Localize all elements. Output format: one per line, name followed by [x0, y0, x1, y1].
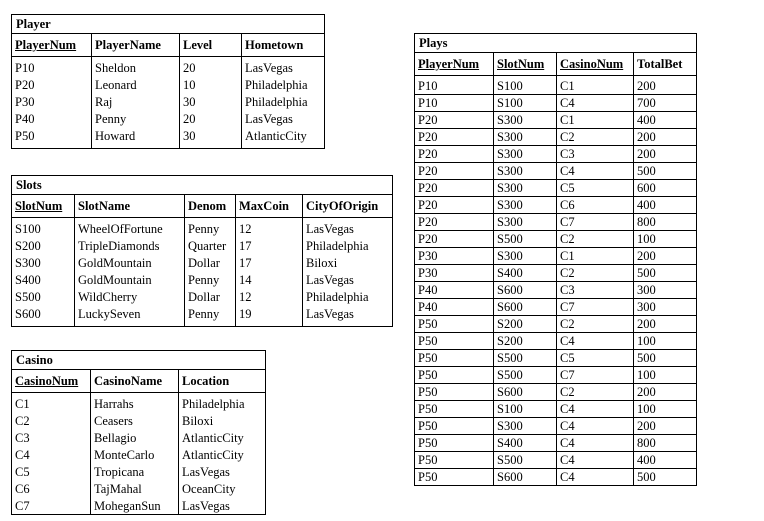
- table-cell: C4: [557, 333, 634, 350]
- table-cell: LuckySeven: [75, 305, 185, 322]
- table-cell: Leonard: [92, 76, 180, 93]
- table-cell: Raj: [92, 93, 180, 110]
- table-cell: S300: [494, 112, 557, 129]
- table-cell: 10: [180, 76, 242, 93]
- table-cell: 600: [634, 180, 697, 197]
- table-cell: P10: [415, 76, 494, 95]
- column-header: CasinoNum: [557, 53, 634, 76]
- table-cell: S500: [494, 350, 557, 367]
- table-cell: P20: [415, 214, 494, 231]
- table-cell: C1: [557, 112, 634, 129]
- table-cell: MonteCarlo: [91, 446, 179, 463]
- table-cell: 400: [634, 452, 697, 469]
- table-cell: P50: [415, 333, 494, 350]
- table-cell: Sheldon: [92, 57, 180, 77]
- table-cell: C4: [557, 163, 634, 180]
- table-cell: C5: [557, 180, 634, 197]
- column-header: PlayerName: [92, 34, 180, 57]
- table-bottom-padding: [12, 322, 393, 327]
- table-cell: Biloxi: [303, 254, 393, 271]
- table-row: [415, 469, 697, 486]
- table-cell: P50: [415, 469, 494, 486]
- table-cell: 400: [634, 112, 697, 129]
- table-cell: C4: [557, 401, 634, 418]
- header-row: [12, 34, 325, 57]
- table-cell: S300: [494, 180, 557, 197]
- table-cell: LasVegas: [303, 218, 393, 238]
- table-cell: S300: [12, 254, 75, 271]
- table-cell: TripleDiamonds: [75, 237, 185, 254]
- table-cell: C1: [12, 393, 91, 413]
- table-cell: 200: [634, 146, 697, 163]
- table-cell: S600: [494, 384, 557, 401]
- table-cell: 100: [634, 333, 697, 350]
- table-cell: P50: [415, 384, 494, 401]
- table-cell: 12: [236, 288, 303, 305]
- table-cell: Penny: [185, 305, 236, 322]
- table-row: [415, 76, 697, 95]
- table-row: [415, 452, 697, 469]
- table-cell: Quarter: [185, 237, 236, 254]
- table-cell: LasVegas: [303, 271, 393, 288]
- table-cell: P50: [415, 418, 494, 435]
- column-header: TotalBet: [634, 53, 697, 76]
- table-cell: GoldMountain: [75, 254, 185, 271]
- table-cell: P50: [415, 350, 494, 367]
- table-cell: C7: [557, 299, 634, 316]
- table-row: [12, 446, 266, 463]
- table-cell: OceanCity: [179, 480, 266, 497]
- column-header: PlayerNum: [415, 53, 494, 76]
- table-bottom-padding: [12, 144, 325, 149]
- table-cell: S100: [494, 76, 557, 95]
- table-cell: P10: [12, 57, 92, 77]
- table-cell: P20: [415, 231, 494, 248]
- column-header: Location: [179, 370, 266, 393]
- table-cell: C4: [557, 435, 634, 452]
- table-cell: LasVegas: [242, 110, 325, 127]
- table-cell: P50: [415, 435, 494, 452]
- table-cell: S200: [494, 316, 557, 333]
- table-cell: Dollar: [185, 288, 236, 305]
- table-cell: Philadelphia: [242, 93, 325, 110]
- table-cell: P20: [415, 180, 494, 197]
- casino-table: [11, 350, 266, 515]
- table-cell: S300: [494, 197, 557, 214]
- table-cell: C6: [12, 480, 91, 497]
- table-row: [12, 76, 325, 93]
- table-cell: 100: [634, 231, 697, 248]
- table-cell: 200: [634, 316, 697, 333]
- table-cell: Philadelphia: [242, 76, 325, 93]
- table-cell: C7: [557, 367, 634, 384]
- table-cell: C6: [557, 197, 634, 214]
- table-cell: 12: [236, 218, 303, 238]
- header-row: [415, 53, 697, 76]
- table-cell: S300: [494, 163, 557, 180]
- table-row: [12, 305, 393, 322]
- table-row: [12, 127, 325, 144]
- table-row: [12, 288, 393, 305]
- table-row: [12, 110, 325, 127]
- table-cell: C2: [557, 129, 634, 146]
- table-row: [415, 282, 697, 299]
- table-cell: Philadelphia: [303, 237, 393, 254]
- table-cell: 300: [634, 299, 697, 316]
- table-cell: LasVegas: [303, 305, 393, 322]
- table-cell: P20: [415, 112, 494, 129]
- table-cell: 19: [236, 305, 303, 322]
- table-cell: 800: [634, 435, 697, 452]
- table-cell: P50: [415, 316, 494, 333]
- header-row: [12, 370, 266, 393]
- table-title: Casino: [11, 350, 266, 369]
- table-row: [415, 163, 697, 180]
- table-cell: S300: [494, 418, 557, 435]
- table-cell: P20: [415, 129, 494, 146]
- table-cell: 500: [634, 163, 697, 180]
- table-cell: C4: [12, 446, 91, 463]
- table-row: [415, 129, 697, 146]
- table-cell: S500: [494, 231, 557, 248]
- column-header: Level: [180, 34, 242, 57]
- table-cell: WildCherry: [75, 288, 185, 305]
- table-cell: 17: [236, 254, 303, 271]
- table-cell: 700: [634, 95, 697, 112]
- table-cell: S400: [494, 435, 557, 452]
- table-cell: S500: [494, 367, 557, 384]
- player-table: [11, 14, 325, 149]
- table-cell: Biloxi: [179, 412, 266, 429]
- table-cell: C3: [557, 282, 634, 299]
- table-cell: 500: [634, 350, 697, 367]
- table-cell: S400: [12, 271, 75, 288]
- table-row: [12, 412, 266, 429]
- table-cell: 200: [634, 76, 697, 95]
- table-row: [12, 237, 393, 254]
- table-row: [415, 231, 697, 248]
- plays-table: [414, 33, 697, 486]
- table-cell: Howard: [92, 127, 180, 144]
- table-cell: P20: [415, 163, 494, 180]
- table-cell: TajMahal: [91, 480, 179, 497]
- column-header: CityOfOrigin: [303, 195, 393, 218]
- table-row: [415, 418, 697, 435]
- table-cell: Bellagio: [91, 429, 179, 446]
- table-cell: P30: [415, 248, 494, 265]
- column-header: SlotNum: [12, 195, 75, 218]
- column-header: SlotName: [75, 195, 185, 218]
- table-row: [415, 197, 697, 214]
- table-cell: C4: [557, 469, 634, 486]
- table-cell: P50: [415, 401, 494, 418]
- table-row: [12, 218, 393, 238]
- table-cell: 500: [634, 265, 697, 282]
- table-cell: MoheganSun: [91, 497, 179, 515]
- column-header: CasinoName: [91, 370, 179, 393]
- table-cell: S300: [494, 214, 557, 231]
- table-row: [415, 350, 697, 367]
- table-cell: S600: [12, 305, 75, 322]
- table-row: [415, 146, 697, 163]
- table-cell: C2: [557, 384, 634, 401]
- table-cell: LasVegas: [242, 57, 325, 77]
- table-row: [12, 93, 325, 110]
- column-header: SlotNum: [494, 53, 557, 76]
- table-cell: 20: [180, 110, 242, 127]
- slots-table: [11, 175, 393, 327]
- table-row: [415, 180, 697, 197]
- table-row: [415, 367, 697, 384]
- table-cell: Dollar: [185, 254, 236, 271]
- table-cell: P40: [415, 282, 494, 299]
- table-title: Slots: [11, 175, 393, 194]
- table-cell: C2: [557, 231, 634, 248]
- table-row: [415, 112, 697, 129]
- table-cell: C5: [557, 350, 634, 367]
- table-cell: 30: [180, 127, 242, 144]
- table-cell: 100: [634, 401, 697, 418]
- table-cell: C1: [557, 248, 634, 265]
- table-row: [12, 57, 325, 77]
- table-cell: 100: [634, 367, 697, 384]
- table-cell: C7: [557, 214, 634, 231]
- table-cell: P30: [415, 265, 494, 282]
- table-cell: P50: [12, 127, 92, 144]
- table-cell: AtlanticCity: [179, 446, 266, 463]
- table-cell: 200: [634, 418, 697, 435]
- table-cell: C3: [557, 146, 634, 163]
- table-cell: 20: [180, 57, 242, 77]
- table-cell: GoldMountain: [75, 271, 185, 288]
- table-cell: S600: [494, 282, 557, 299]
- table-cell: S600: [494, 469, 557, 486]
- table-cell: C4: [557, 95, 634, 112]
- table-cell: P10: [415, 95, 494, 112]
- column-header: Denom: [185, 195, 236, 218]
- table-cell: C1: [557, 76, 634, 95]
- table-cell: C2: [12, 412, 91, 429]
- table-row: [415, 384, 697, 401]
- table-cell: 500: [634, 469, 697, 486]
- table-cell: P30: [12, 93, 92, 110]
- table-cell: S500: [12, 288, 75, 305]
- table-cell: C7: [12, 497, 91, 515]
- table-cell: 400: [634, 197, 697, 214]
- table-cell: Tropicana: [91, 463, 179, 480]
- table-cell: P50: [415, 367, 494, 384]
- table-cell: 200: [634, 129, 697, 146]
- table-cell: AtlanticCity: [179, 429, 266, 446]
- table-cell: 17: [236, 237, 303, 254]
- table-cell: S200: [12, 237, 75, 254]
- table-cell: P50: [415, 452, 494, 469]
- table-row: [415, 316, 697, 333]
- table-cell: 200: [634, 248, 697, 265]
- table-cell: LasVegas: [179, 463, 266, 480]
- column-header: MaxCoin: [236, 195, 303, 218]
- table-title: Player: [11, 14, 325, 33]
- table-cell: S100: [494, 95, 557, 112]
- column-header: Hometown: [242, 34, 325, 57]
- table-cell: C4: [557, 418, 634, 435]
- table-cell: 30: [180, 93, 242, 110]
- table-cell: S200: [494, 333, 557, 350]
- table-cell: C2: [557, 265, 634, 282]
- table-cell: WheelOfFortune: [75, 218, 185, 238]
- table-cell: Penny: [92, 110, 180, 127]
- table-cell: C2: [557, 316, 634, 333]
- table-row: [415, 248, 697, 265]
- table-cell: S600: [494, 299, 557, 316]
- table-cell: P20: [415, 146, 494, 163]
- table-cell: AtlanticCity: [242, 127, 325, 144]
- table-cell: Penny: [185, 271, 236, 288]
- table-row: [12, 480, 266, 497]
- table-cell: 800: [634, 214, 697, 231]
- table-cell: 14: [236, 271, 303, 288]
- table-cell: S300: [494, 146, 557, 163]
- header-row: [12, 195, 393, 218]
- table-cell: C5: [12, 463, 91, 480]
- table-row: [415, 299, 697, 316]
- table-cell: P40: [415, 299, 494, 316]
- table-cell: S300: [494, 248, 557, 265]
- table-cell: S100: [494, 401, 557, 418]
- table-row: [12, 497, 266, 515]
- table-row: [415, 333, 697, 350]
- table-title: Plays: [414, 33, 697, 52]
- table-row: [415, 214, 697, 231]
- table-cell: Harrahs: [91, 393, 179, 413]
- column-header: PlayerNum: [12, 34, 92, 57]
- table-cell: P40: [12, 110, 92, 127]
- table-cell: S100: [12, 218, 75, 238]
- table-cell: Philadelphia: [179, 393, 266, 413]
- table-row: [12, 429, 266, 446]
- column-header: CasinoNum: [12, 370, 91, 393]
- table-row: [415, 401, 697, 418]
- table-cell: 200: [634, 384, 697, 401]
- table-row: [12, 271, 393, 288]
- table-cell: C3: [12, 429, 91, 446]
- table-cell: P20: [415, 197, 494, 214]
- table-cell: S400: [494, 265, 557, 282]
- table-cell: 300: [634, 282, 697, 299]
- table-row: [415, 95, 697, 112]
- table-row: [12, 393, 266, 413]
- table-cell: Penny: [185, 218, 236, 238]
- table-row: [415, 265, 697, 282]
- table-cell: S500: [494, 452, 557, 469]
- table-cell: Philadelphia: [303, 288, 393, 305]
- table-row: [415, 435, 697, 452]
- table-row: [12, 463, 266, 480]
- table-cell: Ceasers: [91, 412, 179, 429]
- table-cell: LasVegas: [179, 497, 266, 515]
- table-cell: C4: [557, 452, 634, 469]
- table-cell: P20: [12, 76, 92, 93]
- table-cell: S300: [494, 129, 557, 146]
- table-row: [12, 254, 393, 271]
